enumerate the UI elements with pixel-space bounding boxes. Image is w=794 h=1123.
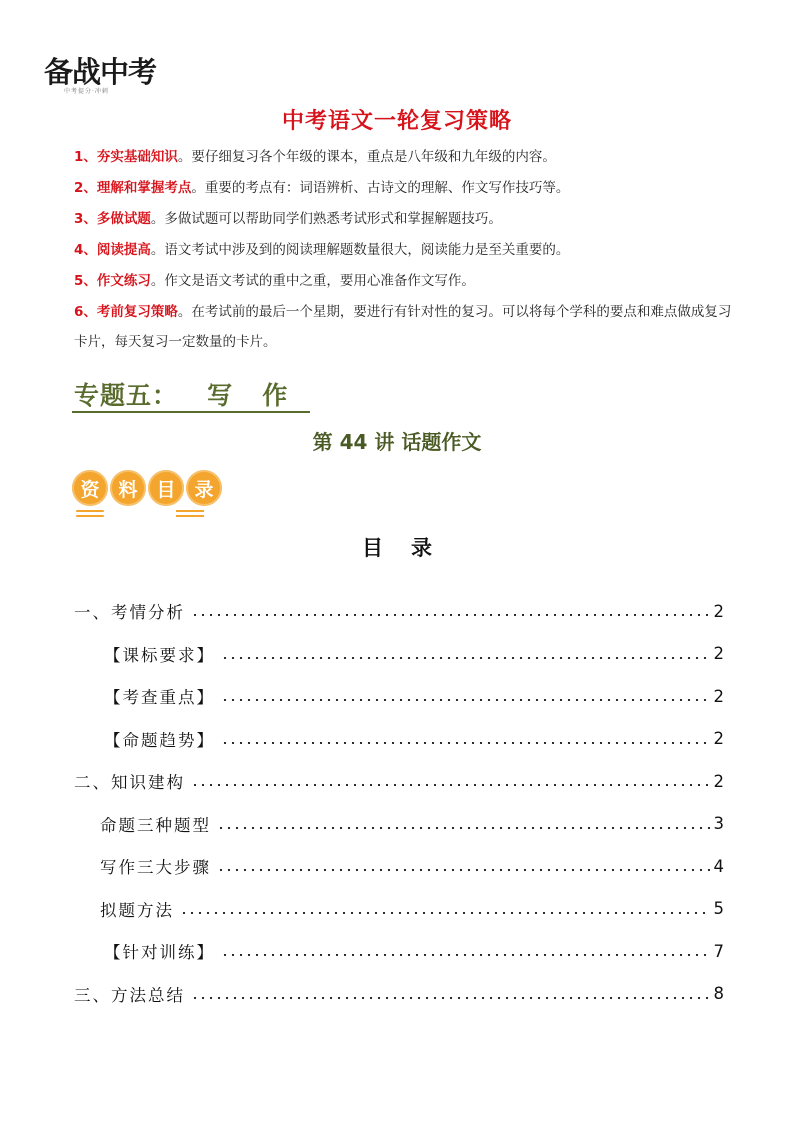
badge-char: 资: [72, 470, 108, 506]
toc-entry-label: 【课标要求】: [104, 645, 215, 665]
toc-entry-page: 8: [713, 984, 724, 1004]
toc-entry-label: 命题三种题型: [100, 815, 211, 835]
badge-decoration-line: [76, 515, 104, 517]
logo: [44, 48, 184, 100]
strategy-heading: 阅读提高: [96, 242, 151, 258]
toc-entry[interactable]: [74, 803, 724, 846]
toc-entry-page: 5: [713, 899, 724, 919]
toc-entry-label: 拟题方法: [100, 900, 174, 920]
toc-entry-page: 2: [713, 644, 724, 664]
toc-entry-label: 【针对训练】: [104, 943, 215, 963]
toc-entry[interactable]: [74, 930, 724, 973]
toc-entry-page: 4: [713, 856, 724, 876]
toc-entry[interactable]: [74, 845, 724, 888]
toc-entry-page: 2: [713, 771, 724, 791]
toc-entry-label: 二、知识建构: [74, 773, 185, 793]
toc-entry[interactable]: [74, 973, 724, 1016]
toc-entry-label: 【考查重点】: [104, 688, 215, 708]
strategy-body: 。语文考试中涉及到的阅读理解题数量很大，阅读能力是至关重要的。: [150, 242, 570, 258]
topic-title: 专题五： 写 作: [74, 381, 289, 410]
toc-entry[interactable]: [74, 675, 724, 718]
toc-entry[interactable]: [74, 718, 724, 761]
toc-entry[interactable]: [74, 888, 724, 931]
toc-entry-label: 一、考情分析: [74, 603, 185, 623]
badge-char: 目: [148, 470, 184, 506]
toc-entry-page: 2: [713, 729, 724, 749]
strategy-heading: 理解和掌握考点: [96, 180, 192, 196]
strategy-item: [74, 266, 734, 297]
badge-char: 料: [110, 470, 146, 506]
toc-leader-dots: [221, 657, 710, 659]
logo-text: 备战中考: [44, 55, 157, 89]
topic-underline: [72, 411, 310, 413]
toc-leader-dots: [180, 912, 710, 914]
badge-decoration-line: [76, 510, 104, 512]
toc-leader-dots: [217, 869, 710, 871]
toc-entry[interactable]: [74, 633, 724, 676]
strategy-body: 。要仔细复习各个年级的课本，重点是八年级和九年级的内容。: [177, 149, 556, 165]
toc-heading: 目录: [362, 535, 460, 560]
lecture-title: 第 44 讲 话题作文: [312, 430, 482, 454]
strategy-number: 3、: [74, 211, 97, 227]
strategy-heading: 多做试题: [96, 211, 151, 227]
strategy-body: 。在考试前的最后一个星期，要进行有针对性的复习。可以将每个学科的要点和难点做成复习卡片，每天复习一定数量的卡片。: [74, 304, 732, 350]
toc-entry-page: 7: [713, 941, 724, 961]
toc-leader-dots: [191, 784, 710, 786]
strategy-body: 。多做试题可以帮助同学们熟悉考试形式和掌握解题技巧。: [150, 211, 502, 227]
strategy-heading: 作文练习: [96, 273, 151, 289]
strategy-item: [74, 235, 734, 266]
strategy-body: 。重要的考点有：词语辨析、古诗文的理解、作文写作技巧等。: [191, 180, 570, 196]
strategy-number: 2、: [74, 180, 97, 196]
toc-leader-dots: [191, 614, 710, 616]
badge-decoration-line: [176, 510, 204, 512]
strategy-number: 5、: [74, 273, 97, 289]
toc-entry-page: 3: [713, 814, 724, 834]
strategy-number: 4、: [74, 242, 97, 258]
strategy-item: [74, 204, 734, 235]
strategy-number: 6、: [74, 304, 97, 320]
materials-toc-badge: [72, 470, 222, 506]
toc-leader-dots: [221, 699, 710, 701]
strategy-item: [74, 173, 734, 204]
badge-decoration-line: [176, 515, 204, 517]
toc-leader-dots: [191, 997, 710, 999]
toc-entry-label: 写作三大步骤: [100, 858, 211, 878]
toc-entry-label: 三、方法总结: [74, 985, 185, 1005]
strategy-body: 。作文是语文考试的重中之重，要用心准备作文写作。: [150, 273, 475, 289]
badge-char: 录: [186, 470, 222, 506]
toc-entry-label: 【命题趋势】: [104, 730, 215, 750]
strategy-heading: 夯实基础知识: [96, 149, 178, 165]
strategy-list: [74, 142, 734, 357]
strategy-heading: 考前复习策略: [96, 304, 178, 320]
toc-leader-dots: [221, 742, 710, 744]
table-of-contents: [74, 590, 724, 1015]
strategy-item: [74, 142, 734, 173]
logo-subtitle: 中考提分·冲刺: [64, 88, 109, 95]
toc-entry-page: 2: [713, 686, 724, 706]
toc-entry[interactable]: [74, 760, 724, 803]
main-title: 中考语文一轮复习策略: [281, 109, 512, 134]
strategy-item: [74, 297, 734, 357]
toc-leader-dots: [221, 954, 710, 956]
toc-leader-dots: [217, 827, 710, 829]
toc-entry[interactable]: [74, 590, 724, 633]
toc-entry-page: 2: [713, 601, 724, 621]
strategy-number: 1、: [74, 149, 97, 165]
